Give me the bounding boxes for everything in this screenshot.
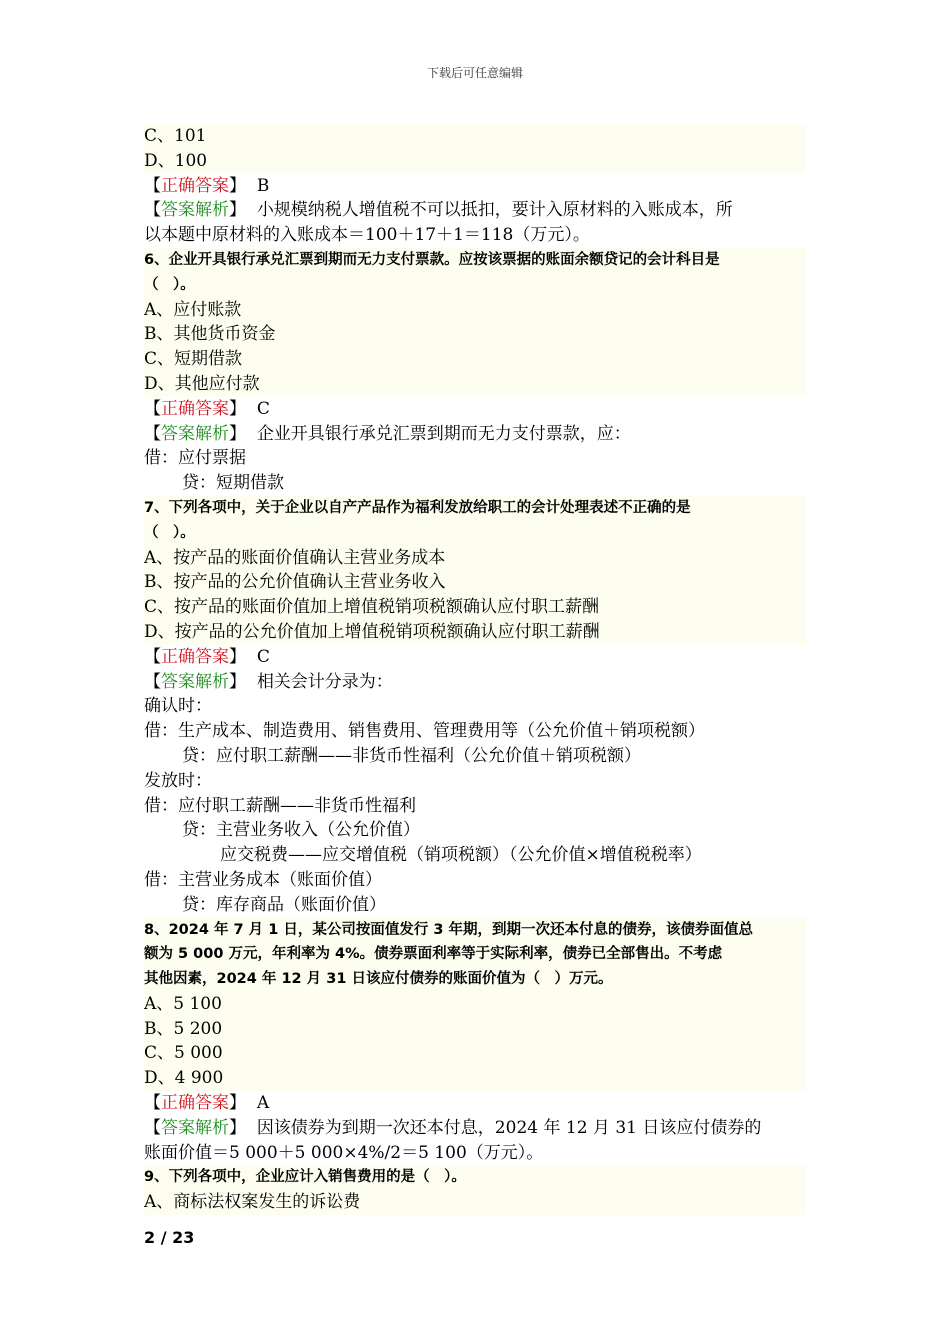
analysis-text: 账面价值＝5 000＋5 000×4%/2＝5 100（万元）。 (144, 1142, 544, 1163)
option-a: A、应付账款 (144, 298, 806, 323)
analysis-text: 以本题中原材料的入账成本＝100＋17＋1＝118（万元）。 (144, 225, 590, 246)
option-c: C、短期借款 (144, 347, 806, 372)
question-stem: 6、企业开具银行承兑汇票到期而无力支付票款。应按该票据的账面余额贷记的会计科目是 (144, 248, 806, 273)
analysis-text: 发放时： (144, 770, 212, 791)
page-number: 2 / 23 (144, 1228, 195, 1247)
analysis-text: 确认时： (144, 696, 212, 717)
option-d: D、其他应付款 (144, 372, 806, 397)
option-a: A、商标法权案发生的诉讼费 (144, 1190, 806, 1215)
option-a: A、按产品的账面价值确认主营业务成本 (144, 546, 806, 571)
option-a: A、5 100 (144, 992, 806, 1017)
journal-entry: 借：应付职工薪酬——非货币性福利 (144, 795, 416, 816)
option-b: B、其他货币资金 (144, 322, 806, 347)
journal-entry: 贷：短期借款 (182, 473, 284, 494)
correct-answer: 【正确答案】 A (144, 1093, 270, 1114)
option-d: D、按产品的公允价值加上增值税销项税额确认应付职工薪酬 (144, 620, 806, 645)
page-content (144, 124, 806, 1215)
answer-analysis: 【答案解析】 小规模纳税人增值税不可以抵扣，要计入原材料的入账成本，所 (144, 200, 733, 221)
question-stem: 额为 5 000 万元，年利率为 4%。债券票面利率等于实际利率，债券已全部售出。不考虑 (144, 942, 806, 967)
answer-analysis: 【答案解析】 因该债券为到期一次还本付息，2024 年 12 月 31 日该应付债券的 (144, 1117, 762, 1138)
question-stem: 7、下列各项中，关于企业以自产产品作为福利发放给职工的会计处理表述不正确的是 (144, 496, 806, 521)
question-stem: 8、2024 年 7 月 1 日，某公司按面值发行 3 年期，到期一次还本付息的债券，该债券面值总 (144, 918, 806, 943)
journal-entry: 贷：库存商品（账面价值） (182, 894, 386, 915)
question-stem: 9、下列各项中，企业应计入销售费用的是（ ）。 (144, 1165, 806, 1190)
correct-answer: 【正确答案】 B (144, 175, 270, 196)
question-stem: 其他因素，2024 年 12 月 31 日该应付债券的账面价值为（ ）万元。 (144, 967, 806, 992)
option-c: C、5 000 (144, 1041, 806, 1066)
option-d: D、100 (144, 149, 806, 174)
journal-entry: 借：应付票据 (144, 448, 246, 469)
option-c: C、按产品的账面价值加上增值税销项税额确认应付职工薪酬 (144, 595, 806, 620)
correct-answer: 【正确答案】 C (144, 646, 270, 667)
option-b: B、按产品的公允价值确认主营业务收入 (144, 570, 806, 595)
page-header: 下载后可任意编辑 (426, 66, 523, 80)
journal-entry: 借：主营业务成本（账面价值） (144, 869, 382, 890)
journal-entry: 贷：主营业务收入（公允价值） (182, 820, 420, 841)
correct-answer: 【正确答案】 C (144, 398, 270, 419)
question-stem: （ ）。 (144, 273, 806, 298)
option-d: D、4 900 (144, 1066, 806, 1091)
journal-entry: 贷：应付职工薪酬——非货币性福利（公允价值＋销项税额） (182, 745, 641, 766)
answer-analysis: 【答案解析】 企业开具银行承兑汇票到期而无力支付票款，应： (144, 423, 631, 444)
answer-analysis: 【答案解析】 相关会计分录为： (144, 671, 393, 692)
option-c: C、101 (144, 124, 806, 149)
journal-entry: 应交税费——应交增值税（销项税额）（公允价值×增值税税率） (220, 845, 702, 866)
question-stem: （ ）。 (144, 521, 806, 546)
option-b: B、5 200 (144, 1017, 806, 1042)
journal-entry: 借：生产成本、制造费用、销售费用、管理费用等（公允价值＋销项税额） (144, 721, 705, 742)
